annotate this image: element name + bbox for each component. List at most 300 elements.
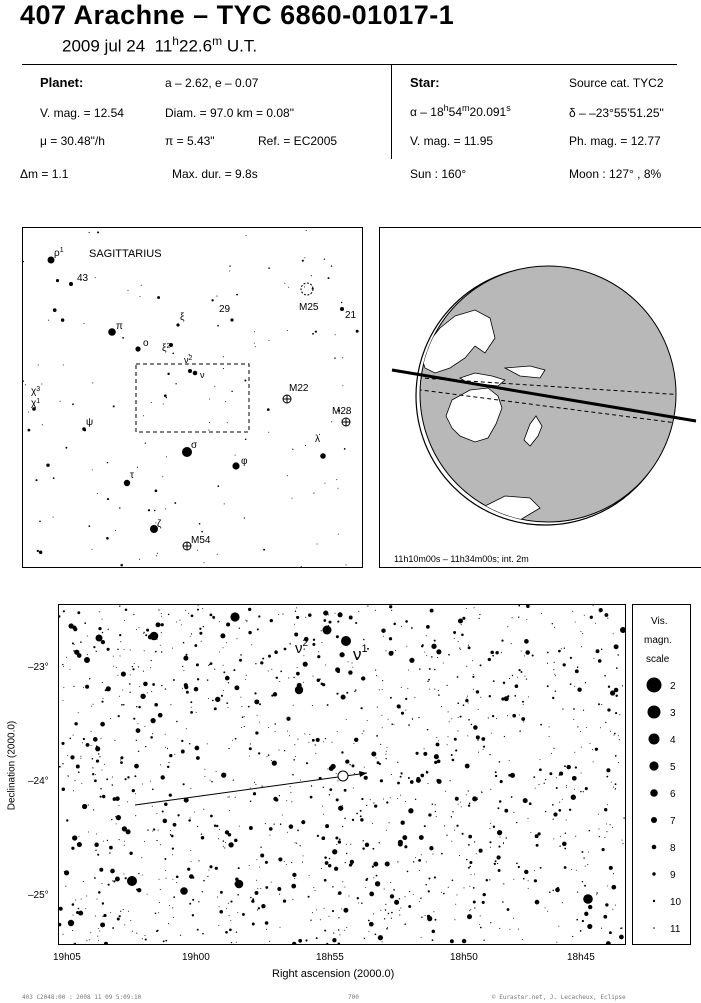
- background-star: [39, 521, 41, 523]
- background-star: [209, 399, 210, 400]
- label-zeta: ζ: [157, 519, 162, 530]
- background-star: [390, 797, 391, 798]
- background-star: [402, 835, 407, 840]
- background-star: [120, 759, 121, 760]
- background-star: [433, 911, 434, 912]
- scale-dot: [653, 900, 655, 902]
- background-star: [566, 765, 570, 769]
- background-star: [362, 733, 363, 734]
- background-star: [181, 624, 182, 625]
- background-star: [441, 706, 442, 707]
- scale-dot: [651, 817, 657, 823]
- background-star: [490, 789, 491, 790]
- background-star: [576, 870, 577, 871]
- background-star: [62, 763, 63, 764]
- background-star: [427, 681, 428, 682]
- background-star: [201, 531, 203, 533]
- background-star: [490, 823, 491, 824]
- background-star: [512, 675, 513, 676]
- background-star: [364, 776, 368, 780]
- background-star: [573, 719, 574, 720]
- background-star: [216, 771, 217, 772]
- background-star: [137, 467, 138, 468]
- background-star: [586, 727, 587, 728]
- background-star: [252, 923, 255, 926]
- background-star: [613, 633, 614, 634]
- background-star: [556, 777, 557, 778]
- background-star: [369, 931, 370, 932]
- background-star: [198, 605, 199, 606]
- background-star: [317, 835, 319, 837]
- background-star: [347, 661, 348, 662]
- background-star: [165, 688, 166, 689]
- background-star: [518, 617, 519, 618]
- background-star: [451, 816, 452, 817]
- background-star: [458, 717, 459, 718]
- background-star: [368, 920, 370, 922]
- background-star: [509, 929, 510, 930]
- background-star: [606, 824, 607, 825]
- background-star: [223, 647, 224, 648]
- background-star: [114, 740, 115, 741]
- background-star: [161, 651, 162, 652]
- background-star: [349, 764, 350, 765]
- background-star: [59, 615, 61, 617]
- background-star: [408, 777, 410, 779]
- background-star: [538, 784, 539, 785]
- background-star: [592, 749, 593, 750]
- background-star: [248, 706, 250, 708]
- background-star: [413, 894, 414, 895]
- background-star: [596, 649, 600, 653]
- background-star: [328, 614, 329, 615]
- background-star: [495, 771, 497, 773]
- background-star: [580, 791, 581, 792]
- background-star: [56, 279, 59, 282]
- background-star: [119, 507, 120, 508]
- background-star: [491, 733, 492, 734]
- background-star: [70, 755, 74, 759]
- background-star: [468, 646, 471, 649]
- background-star: [336, 798, 339, 801]
- background-star: [93, 809, 94, 810]
- background-star: [204, 769, 205, 770]
- background-star: [557, 890, 558, 891]
- background-star: [362, 847, 364, 849]
- background-star: [280, 823, 282, 825]
- background-star: [388, 719, 389, 720]
- scale-dot: [650, 789, 658, 797]
- background-star: [385, 904, 386, 905]
- background-star: [221, 772, 226, 777]
- background-star: [490, 847, 491, 848]
- background-star: [286, 864, 287, 865]
- background-star: [448, 736, 449, 737]
- background-star: [226, 908, 227, 909]
- background-star: [229, 265, 230, 266]
- background-star: [467, 696, 468, 697]
- background-star: [78, 712, 79, 713]
- xtick-1900: 19h00: [182, 952, 210, 963]
- background-star: [504, 696, 509, 701]
- background-star: [609, 866, 613, 870]
- background-star: [331, 265, 332, 266]
- background-star: [160, 889, 161, 890]
- star-nu2-detail: [323, 626, 332, 635]
- background-star: [183, 642, 185, 644]
- background-star: [338, 534, 339, 535]
- background-star: [357, 897, 359, 899]
- background-star: [155, 913, 157, 915]
- background-star: [117, 917, 120, 920]
- background-star: [400, 795, 401, 796]
- background-star: [501, 652, 502, 653]
- background-star: [361, 707, 363, 709]
- background-star: [214, 824, 216, 826]
- background-star: [173, 679, 175, 681]
- background-star: [472, 796, 477, 801]
- star-lambda: [320, 453, 326, 459]
- background-star: [154, 703, 158, 707]
- background-star: [385, 861, 390, 866]
- background-star: [257, 715, 258, 716]
- background-star: [553, 669, 554, 670]
- background-star: [203, 626, 204, 627]
- background-star: [483, 749, 484, 750]
- background-star: [323, 814, 324, 815]
- background-star: [521, 717, 525, 721]
- background-star: [339, 838, 341, 840]
- background-star: [257, 888, 258, 889]
- background-star: [399, 898, 400, 899]
- background-star: [562, 902, 563, 903]
- background-star: [39, 550, 43, 554]
- background-star: [385, 754, 386, 755]
- background-star: [161, 685, 162, 686]
- background-star: [362, 840, 363, 841]
- background-star: [541, 613, 542, 614]
- background-star: [619, 935, 624, 940]
- background-star: [437, 657, 438, 658]
- background-star: [191, 614, 194, 617]
- background-star: [602, 848, 605, 851]
- background-star: [316, 738, 320, 742]
- background-star: [582, 881, 583, 882]
- background-star: [219, 829, 220, 830]
- background-star: [384, 888, 385, 889]
- background-star: [174, 502, 176, 504]
- background-star: [428, 679, 430, 681]
- background-star: [126, 829, 131, 834]
- background-star: [210, 614, 213, 617]
- background-star: [229, 796, 230, 797]
- background-star: [96, 651, 97, 652]
- background-star: [590, 616, 593, 619]
- background-star: [256, 859, 257, 860]
- background-star: [304, 733, 305, 734]
- background-star: [239, 628, 240, 629]
- background-star: [606, 768, 610, 772]
- background-star: [324, 259, 325, 260]
- background-star: [233, 669, 235, 671]
- background-star: [312, 643, 315, 646]
- background-star: [419, 901, 420, 902]
- background-star: [218, 838, 219, 839]
- background-star: [214, 669, 215, 670]
- background-star: [468, 645, 469, 646]
- background-star: [288, 677, 289, 678]
- background-star: [65, 447, 67, 449]
- planet-heading: Planet:: [40, 75, 84, 90]
- background-star: [176, 875, 179, 878]
- background-star: [478, 752, 479, 753]
- background-star: [261, 904, 265, 908]
- background-star: [370, 799, 371, 800]
- background-star: [468, 719, 470, 721]
- background-star: [399, 910, 400, 911]
- background-star: [115, 816, 116, 817]
- background-star: [172, 907, 173, 908]
- background-star: [96, 833, 97, 834]
- label-nu1-detail: $\nu^1$: [353, 643, 368, 664]
- background-star: [260, 854, 264, 858]
- background-star: [110, 718, 111, 719]
- background-star: [467, 914, 472, 919]
- background-star: [171, 835, 174, 838]
- background-star: [249, 865, 250, 866]
- background-star: [255, 346, 256, 347]
- background-star: [111, 819, 112, 820]
- background-star: [504, 736, 505, 737]
- background-star: [431, 656, 433, 658]
- background-star: [294, 624, 295, 625]
- background-star: [324, 856, 327, 859]
- background-star: [336, 773, 337, 774]
- ytick-24: –24°: [28, 776, 49, 787]
- background-star: [323, 741, 324, 742]
- background-star: [236, 942, 237, 943]
- background-star: [68, 623, 73, 628]
- planet-vmag: V. mag. = 12.54: [40, 106, 124, 120]
- background-star: [284, 283, 285, 284]
- background-star: [315, 744, 316, 745]
- background-star: [613, 734, 614, 735]
- background-star: [240, 654, 242, 656]
- background-star: [231, 391, 232, 392]
- background-star: [92, 758, 94, 760]
- background-star: [291, 862, 292, 863]
- background-star: [219, 910, 223, 914]
- background-star: [112, 880, 113, 881]
- background-star: [493, 826, 495, 828]
- background-star: [144, 935, 145, 936]
- background-star: [407, 871, 409, 873]
- background-star: [599, 608, 603, 612]
- background-star: [161, 616, 162, 617]
- event-date: 2009 jul 24: [62, 36, 146, 56]
- background-star: [311, 785, 312, 786]
- background-star: [256, 880, 257, 881]
- background-star: [596, 892, 598, 894]
- background-star: [173, 917, 174, 918]
- background-star: [571, 795, 576, 800]
- background-star: [480, 664, 482, 666]
- background-star: [556, 942, 557, 943]
- background-star: [400, 776, 402, 778]
- background-star: [514, 695, 516, 697]
- background-star: [294, 633, 298, 637]
- background-star: [408, 808, 413, 813]
- background-star: [190, 711, 193, 714]
- background-star: [408, 724, 410, 726]
- background-star: [394, 900, 399, 905]
- background-star: [460, 649, 461, 650]
- background-star: [210, 815, 213, 818]
- scale-mag-label: 7: [670, 816, 676, 827]
- background-star: [92, 469, 93, 470]
- moon-info: Moon : 127° , 8%: [569, 167, 662, 181]
- background-star: [452, 879, 454, 881]
- background-star: [260, 661, 263, 664]
- background-star: [182, 688, 183, 689]
- background-star: [251, 829, 252, 830]
- background-star: [438, 690, 439, 691]
- background-star: [120, 564, 123, 567]
- background-star: [249, 756, 250, 757]
- background-star: [48, 320, 49, 321]
- background-star: [468, 867, 470, 869]
- background-star: [113, 405, 115, 407]
- background-star: [577, 688, 581, 692]
- background-star: [137, 723, 138, 724]
- background-star: [246, 621, 247, 622]
- background-star: [274, 650, 278, 654]
- background-star: [268, 432, 269, 433]
- background-star: [207, 743, 208, 744]
- background-star: [232, 740, 233, 741]
- background-star: [456, 894, 457, 895]
- background-star: [610, 731, 611, 732]
- background-star: [575, 836, 576, 837]
- background-star: [138, 751, 139, 752]
- background-star: [419, 870, 420, 871]
- background-star: [564, 866, 567, 869]
- background-star: [461, 806, 462, 807]
- background-star: [386, 650, 387, 651]
- background-star: [190, 861, 191, 862]
- background-star: [234, 685, 239, 690]
- background-star: [553, 838, 554, 839]
- background-star: [102, 916, 103, 917]
- background-star: [223, 840, 225, 842]
- background-star: [170, 704, 171, 705]
- background-star: [278, 857, 282, 861]
- background-star: [37, 550, 39, 552]
- background-star: [389, 822, 390, 823]
- background-star: [526, 605, 530, 608]
- background-star: [150, 718, 155, 723]
- background-star: [460, 716, 462, 718]
- background-star: [182, 666, 183, 667]
- background-star: [373, 877, 374, 878]
- scale-dot: [647, 678, 662, 693]
- background-star: [457, 730, 458, 731]
- background-star: [338, 612, 343, 617]
- globe-panel: [379, 227, 701, 568]
- background-star: [459, 647, 460, 648]
- background-star: [540, 724, 542, 726]
- background-star: [106, 686, 111, 691]
- background-star: [405, 896, 406, 897]
- background-star: [101, 701, 103, 703]
- background-star: [341, 302, 342, 303]
- background-star: [489, 841, 491, 843]
- background-star: [59, 923, 61, 927]
- background-star: [217, 896, 218, 897]
- background-star: [528, 880, 529, 881]
- background-star: [143, 632, 144, 633]
- background-star: [444, 825, 445, 826]
- background-star: [535, 788, 536, 789]
- background-star: [91, 745, 92, 746]
- background-star: [236, 638, 237, 639]
- background-star: [321, 683, 324, 686]
- footer-left: 403 C2048:00 : 2008 11 09 5:09:10: [22, 994, 142, 1001]
- background-star: [75, 899, 76, 900]
- background-star: [401, 687, 402, 688]
- background-star: [317, 543, 318, 544]
- background-star: [335, 836, 338, 839]
- background-star: [529, 802, 532, 805]
- background-star: [250, 743, 251, 744]
- background-star: [441, 853, 443, 855]
- background-star: [163, 404, 164, 405]
- background-star: [226, 622, 230, 626]
- background-star: [292, 873, 296, 877]
- background-star: [374, 804, 377, 807]
- background-star: [388, 913, 389, 914]
- background-star: [161, 623, 164, 626]
- background-star: [130, 649, 131, 650]
- background-star: [426, 771, 429, 774]
- background-star: [523, 721, 524, 722]
- background-star: [74, 780, 75, 781]
- background-star: [580, 631, 581, 632]
- background-star: [92, 767, 93, 768]
- background-star: [98, 928, 99, 929]
- background-star: [84, 622, 86, 624]
- background-star: [483, 746, 485, 748]
- background-star: [124, 845, 125, 846]
- background-star: [99, 931, 100, 932]
- background-star: [196, 756, 200, 760]
- background-star: [391, 723, 393, 725]
- background-star: [315, 331, 317, 333]
- background-star: [452, 759, 455, 762]
- background-star: [341, 751, 343, 753]
- background-star: [97, 936, 98, 937]
- background-star: [429, 878, 430, 879]
- star-bright-e: [295, 686, 303, 694]
- background-star: [59, 766, 61, 768]
- background-star: [526, 678, 527, 679]
- minutes-unit: m: [212, 34, 223, 48]
- background-star: [223, 846, 224, 847]
- background-star: [436, 737, 437, 738]
- background-star: [227, 422, 228, 423]
- background-star: [194, 644, 197, 647]
- background-star: [186, 728, 187, 729]
